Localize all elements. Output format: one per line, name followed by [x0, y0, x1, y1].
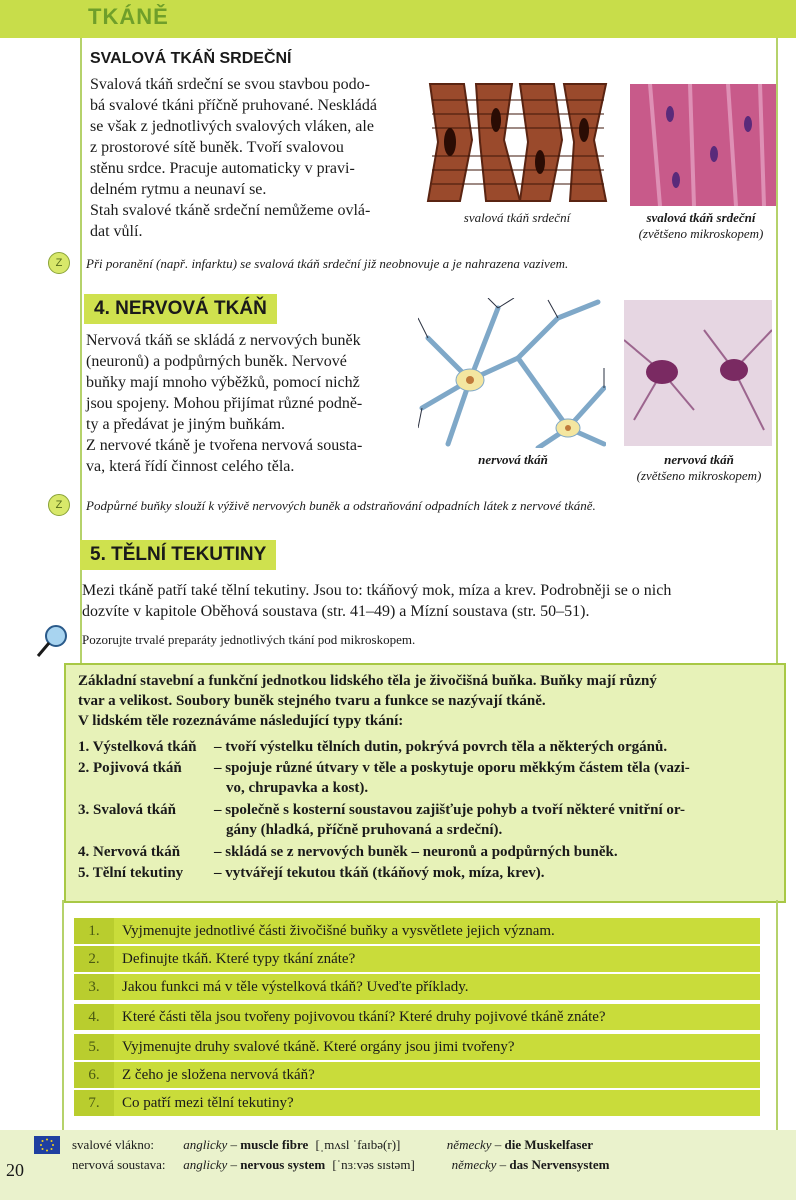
summary-def: – tvoří výstelku tělních dutin, pokrývá povrch těla a některých orgánů. — [214, 739, 668, 755]
left-rule-questions — [62, 900, 64, 1130]
question-text: Vyjmenujte druhy svalové tkáně. Které orgány jsou jimi tvořeny? — [122, 1039, 515, 1055]
question-row — [74, 946, 760, 972]
cardiac-line: Stah svalové tkáně srdeční nemůžeme ovlá- — [90, 202, 371, 219]
summary-intro-line: tvar a velikost. Soubory buněk stejného tvaru a funkce se nazývají tkáně. — [78, 693, 546, 709]
question-text: Vyjmenujte jednotlivé části živočišné buňky a vysvětlete jejich význam. — [122, 923, 555, 939]
magnifier-icon — [36, 624, 68, 658]
question-row — [74, 918, 760, 944]
note-z-icon: Z — [48, 494, 70, 516]
summary-term: 4. Nervová tkáň — [78, 844, 181, 860]
note-z-icon: Z — [48, 252, 70, 274]
question-row — [74, 1090, 760, 1116]
summary-def: – společně s kosterní soustavou zajišťuje pohyb a tvoří některé vnitřní or- — [214, 802, 685, 818]
cardiac-line: se však z jednotlivých svalových vláken, ale — [90, 118, 374, 135]
nervous-caption-2 — [614, 452, 784, 484]
nervous-line: buňky mají mnoho výběžků, pomocí nichž — [86, 374, 360, 391]
cardiac-line: stěnu srdce. Pracuje automaticky v pravi- — [90, 160, 355, 177]
cardiac-note: Při poranění (např. infarktu) se svalová tkáň srdeční již neobnovuje a je nahrazena vazivem. — [86, 256, 569, 271]
fluids-heading: 5. TĚLNÍ TEKUTINY — [80, 540, 276, 570]
summary-def: – skládá se z nervových buněk – neuronů a podpůrných buněk. — [214, 844, 618, 860]
summary-intro-line: V lidském těle rozeznáváme následující typy tkání: — [78, 713, 404, 729]
question-text: Z čeho je složena nervová tkáň? — [122, 1067, 315, 1083]
eu-flag-icon — [34, 1136, 60, 1154]
summary-def: – vytvářejí tekutou tkáň (tkáňový mok, míza, krev). — [214, 865, 545, 881]
question-row — [74, 1062, 760, 1088]
summary-term: 2. Pojivová tkáň — [78, 760, 182, 776]
summary-item — [78, 758, 778, 800]
question-text: Jakou funkci má v těle výstelková tkáň? Uveďte příklady. — [122, 979, 469, 995]
footer-en: nervous system — [240, 1157, 326, 1172]
question-number: 6. — [74, 1062, 114, 1088]
question-number: 5. — [74, 1034, 114, 1060]
cardiac-line: delném rytmu a neunaví se. — [90, 181, 267, 198]
summary-item — [78, 863, 778, 884]
nervous-caption-2-title: nervová tkáň — [664, 452, 734, 467]
summary-term: 1. Výstelková tkáň — [78, 739, 197, 755]
summary-item — [78, 842, 778, 863]
footer-row-2: nervová soustava: anglicky – nervous system [ˈnɜːvəs sɪstəm] německy – das Nervensystem — [72, 1157, 610, 1172]
footer-ipa: [ˈnɜːvəs sɪstəm] — [332, 1157, 415, 1172]
cardiac-muscle-illustration — [424, 80, 610, 205]
question-row — [74, 1004, 760, 1030]
cardiac-caption-2 — [616, 210, 786, 242]
question-text: Co patří mezi tělní tekutiny? — [122, 1095, 294, 1111]
right-rule — [776, 38, 778, 678]
page-number: 20 — [6, 1160, 24, 1180]
footer-de-label: německy — [446, 1137, 492, 1152]
footer-row-1: svalové vlákno: anglicky – muscle fibre [ˌmʌsl ˈfaɪbə(r)] německy – die Muskelfaser — [72, 1137, 594, 1152]
summary-def: vo, chrupavka a kost). — [226, 780, 369, 796]
summary-intro-line: Základní stavební a funkční jednotkou lidského těla je živočišná buňka. Buňky mají různý — [78, 673, 657, 689]
nervous-line: Nervová tkáň se skládá z nervových buněk — [86, 332, 361, 349]
summary-item — [78, 800, 778, 842]
nervous-caption-1: nervová tkáň — [478, 452, 548, 467]
summary-term: 5. Tělní tekutiny — [78, 865, 184, 881]
footer-en: muscle fibre — [240, 1137, 309, 1152]
question-number: 4. — [74, 1004, 114, 1030]
question-number: 3. — [74, 974, 114, 1000]
footer-de-label: německy — [451, 1157, 497, 1172]
nervous-heading: 4. NERVOVÁ TKÁŇ — [84, 294, 277, 324]
summary-box — [64, 663, 786, 903]
summary-def: – spojuje různé útvary v těle a poskytuje oporu měkkým částem těla (vazi- — [214, 760, 690, 776]
footer-de: das Nervensystem — [509, 1157, 610, 1172]
nervous-caption-2-sub: (zvětšeno mikroskopem) — [636, 468, 762, 483]
nervous-note: Podpůrné buňky slouží k výživě nervových buněk a odstraňování odpadních látek z nervové tkáně. — [86, 498, 596, 513]
summary-term: 3. Svalová tkáň — [78, 802, 176, 818]
right-rule-questions — [776, 900, 778, 1130]
summary-def: gány (hladká, příčně pruhovaná a srdeční). — [226, 822, 503, 838]
nervous-line: Z nervové tkáně je tvořena nervová sousta- — [86, 437, 363, 454]
cardiac-caption-2-title: svalová tkáň srdeční — [646, 210, 756, 225]
question-number: 7. — [74, 1090, 114, 1116]
question-number: 2. — [74, 946, 114, 972]
cardiac-line: z prostorové sítě buněk. Tvoří svalovou — [90, 139, 344, 156]
question-text: Definujte tkáň. Které typy tkání znáte? — [122, 951, 356, 967]
nervous-line: jsou spojeny. Mohou přijímat různé podně- — [86, 395, 363, 412]
nervous-line: va, která řídí činnost celého těla. — [86, 458, 295, 475]
observe-note: Pozorujte trvalé preparáty jednotlivých tkání pod mikroskopem. — [82, 632, 416, 647]
cardiac-text — [90, 74, 410, 242]
footer-en-label: anglicky — [183, 1137, 228, 1152]
footer-de: die Muskelfaser — [504, 1137, 594, 1152]
nervous-line: (neuronů) a podpůrných buněk. Nervové — [86, 353, 347, 370]
cardiac-caption-1: svalová tkáň srdeční — [463, 210, 571, 225]
summary-list — [78, 737, 778, 884]
question-row — [74, 1034, 760, 1060]
nervous-text — [86, 330, 406, 477]
neuron-illustration — [418, 298, 606, 448]
cardiac-line: dat vůlí. — [90, 223, 143, 240]
footer-term: nervová soustava: — [72, 1157, 166, 1172]
footer-term: svalové vlákno: — [72, 1137, 154, 1152]
fluids-line: Mezi tkáně patří také tělní tekutiny. Jsou to: tkáňový mok, míza a krev. Podrobněji se o nich — [82, 582, 672, 599]
footer-en-label: anglicky — [183, 1157, 228, 1172]
cardiac-line: bá svalové tkáni příčně pruhované. Neskládá — [90, 97, 378, 114]
cardiac-caption-2-sub: (zvětšeno mikroskopem) — [638, 226, 764, 241]
cardiac-line: Svalová tkáň srdeční se svou stavbou podo- — [90, 76, 370, 93]
fluids-line: dozvíte v kapitole Oběhová soustava (str. 41–49) a Mízní soustava (str. 50–51). — [82, 603, 590, 620]
cardiac-micrograph — [630, 84, 776, 206]
neuron-micrograph — [624, 300, 772, 446]
summary-intro — [78, 671, 778, 731]
footer-ipa: [ˌmʌsl ˈfaɪbə(r)] — [315, 1137, 401, 1152]
summary-item — [78, 737, 778, 758]
question-row — [74, 974, 760, 1000]
chapter-title: TKÁNĚ — [88, 4, 169, 29]
fluids-text — [82, 580, 774, 622]
nervous-line: ty a předávat je jiným buňkám. — [86, 416, 286, 433]
question-number: 1. — [74, 918, 114, 944]
question-text: Které části těla jsou tvořeny pojivovou tkání? Které druhy pojivové tkáně znáte? — [122, 1009, 606, 1025]
cardiac-heading: SVALOVÁ TKÁŇ SRDEČNÍ — [90, 50, 292, 67]
